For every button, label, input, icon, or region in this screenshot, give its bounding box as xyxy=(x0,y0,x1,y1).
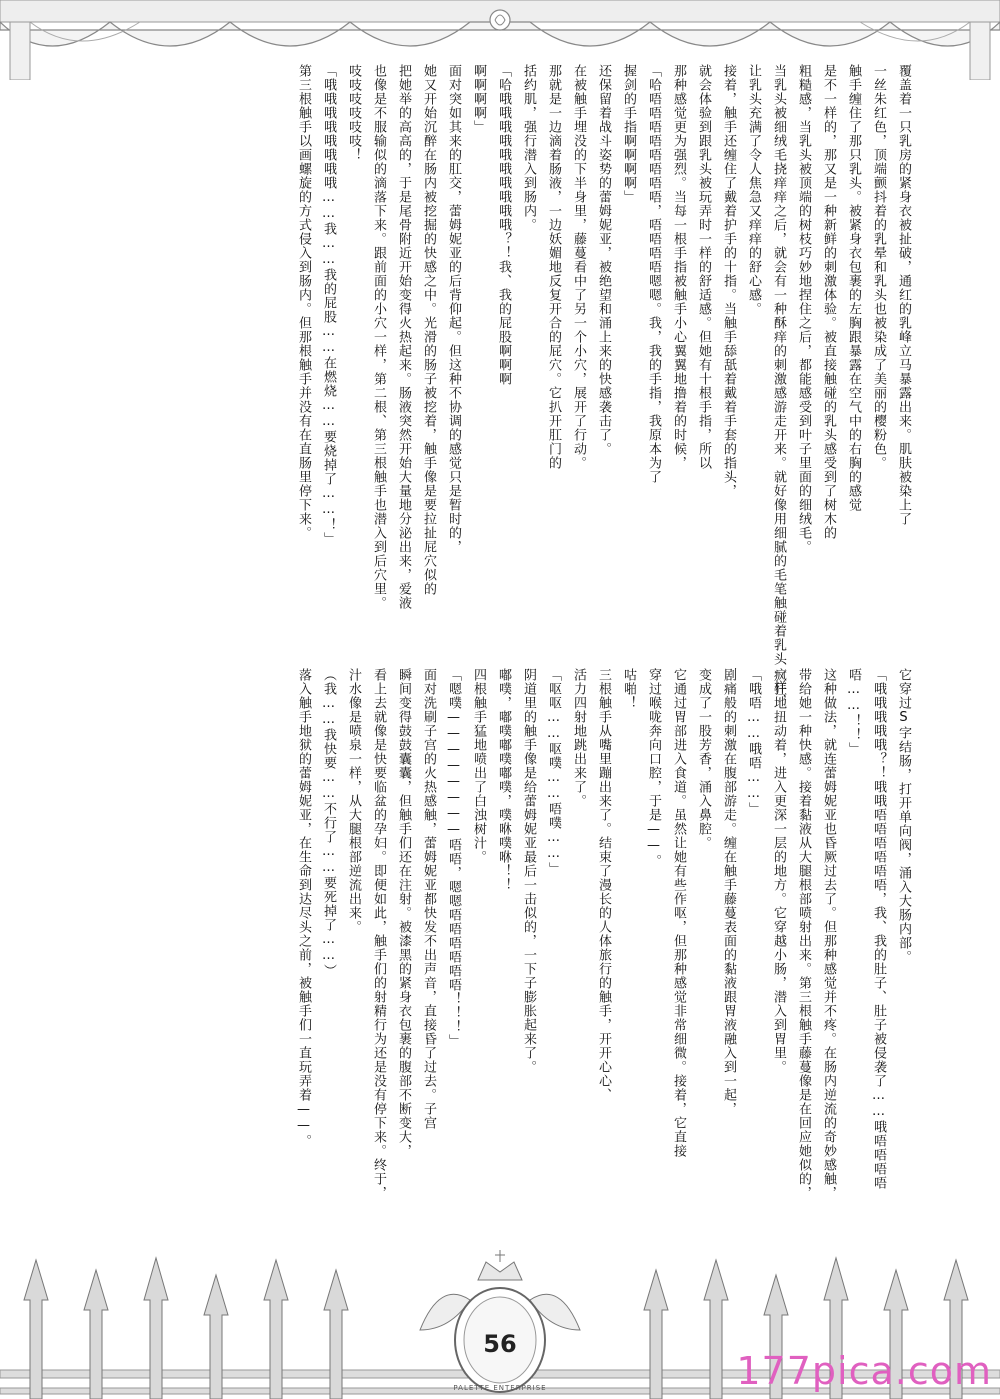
text-line: 接着，触手还缠住了戴着护手的十指。当触手舔舐着戴着手套的指头， xyxy=(721,64,736,498)
text-line: 面对突如其来的肛交，蕾姆妮亚的后背仰起。但这种不协调的感觉只是暂时的， xyxy=(446,64,461,554)
text-line: 「呕呕……呕噗……唔噗……」 xyxy=(546,668,561,876)
emblem-text: PALETTE ENTERPRISE xyxy=(453,1384,547,1392)
text-line: 括约肌，强行潜入到肠内。 xyxy=(521,64,536,232)
text-line: 它穿过S字结肠，打开单向阀，涌入大肠内部。 xyxy=(896,668,911,964)
text-line: 粗糙感，当乳头被顶端的树枝巧妙地捏住之后，都能感受到叶子里面的细绒毛。 xyxy=(796,64,811,554)
text-line: 是不一样的，那又是一种新鲜的刺激体验。被直接触碰的乳头感受到了树木的 xyxy=(821,64,836,540)
text-line: 那就是一边滴着肠液，一边妖媚地反复开合的屁穴。它扒开肛门的 xyxy=(546,64,561,470)
text-line: 一丝朱红色，顶端颤抖着的乳晕和乳头也被染成了美丽的樱粉色。 xyxy=(871,64,886,470)
text-line: 握剑的手指啊啊啊啊」 xyxy=(621,64,636,204)
text-line: 还保留着战斗姿势的蕾姆妮亚，被绝望和涌上来的快感袭击了。 xyxy=(596,64,611,456)
text-line: 嘟噗，嘟噗嘟噗嘟噗，噗咻噗咻！！ xyxy=(496,668,511,892)
text-line: 「嗯噗————————唔唔，嗯嗯唔唔唔唔唔唔！！！」 xyxy=(446,668,461,1048)
text-line: 啊啊啊啊」 xyxy=(471,64,486,134)
text-line: 带给她一种快感。接着黏液从大腿根部喷射出来。第三根触手藤蔓像是在回应她似的， xyxy=(796,668,811,1200)
text-line: 唔……！！」 xyxy=(846,668,861,756)
page-number: 56 xyxy=(483,1330,517,1358)
text-line: 穿过喉咙奔向口腔，于是——。 xyxy=(646,668,661,868)
text-line: 汁水像是喷泉一样，从大腿根部逆流出来。 xyxy=(346,668,361,934)
text-line: 瞬间变得鼓鼓囊囊，但触手们还在注射。被漆黑的紧身衣包裹的腹部不断变大， xyxy=(396,668,411,1158)
text-line: 看上去就像是快要临盆的孕妇。即便如此，触手们的射精行为还是没有停下来。终于， xyxy=(371,668,386,1200)
text-line: 四根触手猛地喷出了白浊树汁。 xyxy=(471,668,486,864)
text-line: 当乳头被细绒毛挠痒痒之后，就会有一种酥痒的刺激感游走开来。就好像用细腻的毛笔触碰着乳头一样， xyxy=(771,64,786,708)
text-line: 也像是不服输似的滴落下来。跟前面的小穴一样，第二根、第三根触手也潜入到后穴里。 xyxy=(371,64,386,610)
text-line: 她又开始沉醉在肠内被挖掘的快感之中。光滑的肠子被挖着，触手像是要拉扯屁穴似的 xyxy=(421,64,436,596)
text-line: 「哈唔唔唔唔唔唔唔唔，唔唔唔唔嗯嗯。我，我的手指，我原本为了 xyxy=(646,64,661,484)
text-line: 在被触手埋没的下半身里，藤蔓看中了另一个小穴，展开了行动。 xyxy=(571,64,586,470)
text-line: 咕啪！ xyxy=(621,668,636,710)
text-line: （我……我快要……不行了……要死掉了……） xyxy=(321,668,336,978)
text-line: 触手缠住了那只乳头。被紧身衣包裹的左胸跟暴露在空气中的右胸的感觉 xyxy=(846,64,861,512)
text-line: 第三根触手以画螺旋的方式侵入到肠内。但那根触手并没有在直肠里停下来。 xyxy=(296,64,311,540)
text-line: 让乳头充满了令人焦急又痒痒的舒心感。 xyxy=(746,64,761,316)
text-line: 疯狂地扭动着，进入更深一层的地方。它穿越小肠，潜入到胃里。 xyxy=(771,668,786,1074)
text-line: 覆盖着一只乳房的紧身衣被扯破，通红的乳峰立马暴露出来。肌肤被染上了 xyxy=(896,64,911,526)
text-line: 三根触手从嘴里蹦出来了。结束了漫长的人体旅行的触手，开开心心、 xyxy=(596,668,611,1102)
text-line: 就会体验到跟乳头被玩弄时一样的舒适感。但她有十根手指，所以 xyxy=(696,64,711,470)
text-line: 变成了一股芳香，涌入鼻腔。 xyxy=(696,668,711,850)
text-line: 吱吱吱吱吱吱！ xyxy=(346,64,361,162)
text-line: 活力四射地跳出来了。 xyxy=(571,668,586,808)
text-line: 阴道里的触手像是给蕾姆妮亚最后一击似的，一下子膨胀起来了。 xyxy=(521,668,536,1074)
text-line: 这种做法，就连蕾姆妮亚也昏厥过去了。但那种感觉并不疼。在肠内逆流的奇妙感触， xyxy=(821,668,836,1200)
lower-text-block xyxy=(291,668,916,1200)
text-line: 那种感觉更为强烈。当每一根手指被触手小心翼翼地撸着的时候， xyxy=(671,64,686,470)
text-line: 落入触手地狱的蕾姆妮亚，在生命到达尽头之前，被触手们一直玩弄着——。 xyxy=(296,668,311,1148)
site-watermark: 177pica.com xyxy=(736,1349,992,1393)
text-line: 面对洗刷子宫的火热感触，蕾姆妮亚都快发不出声音，直接昏了过去。子宫 xyxy=(421,668,436,1130)
text-line: 它通过胃部进入食道。虽然让她有些作呕，但那种感觉非常细微。接着，它直接 xyxy=(671,668,686,1158)
text-line: 「哦唔……哦唔……」 xyxy=(746,668,761,816)
text-line: 「哦哦哦哦哦哦哦哦……我……我的屁股……在燃烧……要烧掉了……！」 xyxy=(321,64,336,546)
text-line: 剧痛般的刺激在腹部游走。缠在触手藤蔓表面的黏液跟胃液融入到一起， xyxy=(721,668,736,1116)
text-line: 把她举的高高的，于是尾骨附近开始变得火热起来。肠液突然开始大量地分泌出来，爱液 xyxy=(396,64,411,610)
text-line: 「哈哦哦哦哦哦哦哦哦哦哦？！我、我的屁股啊啊啊 xyxy=(496,64,511,386)
text-line: 「哦哦哦哦哦？！哦哦唔唔唔唔唔唔，我、我的肚子、肚子被侵袭了……哦唔唔唔唔 xyxy=(871,668,886,1190)
